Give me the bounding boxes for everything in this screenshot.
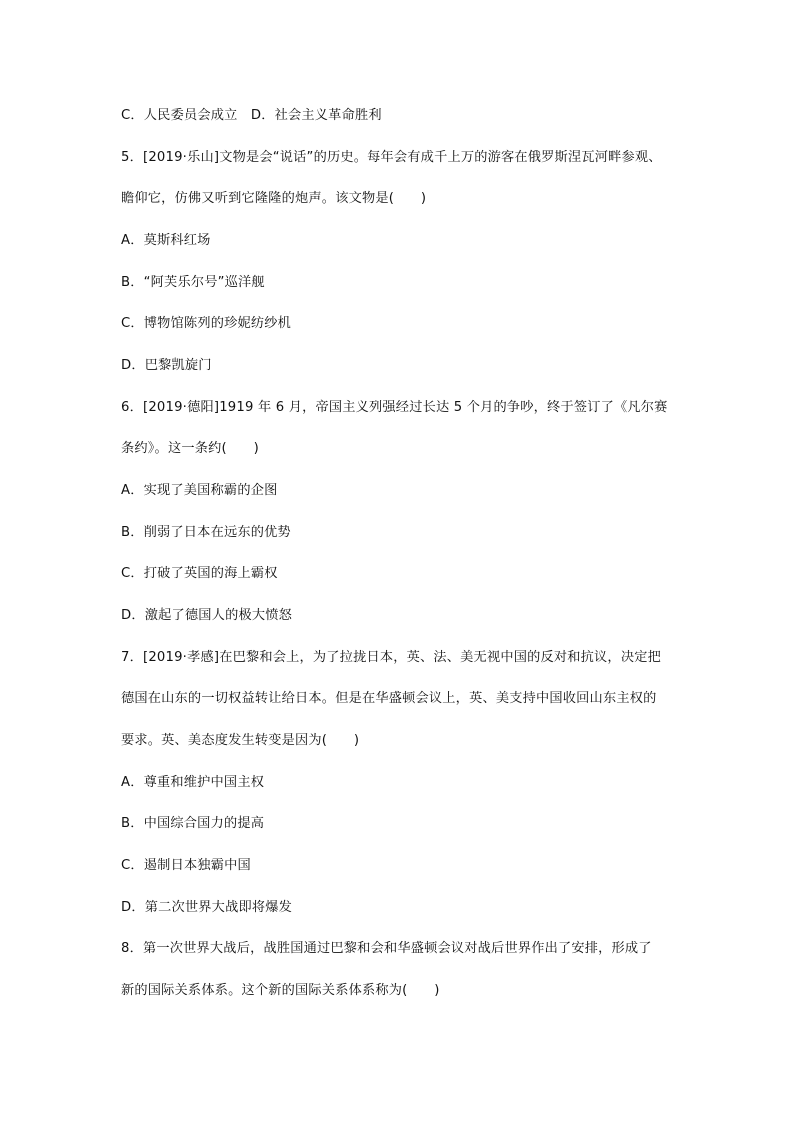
q7-option-c: C．遏制日本独霸中国 [121, 858, 251, 873]
q7-stem-line-1: 7．[2019·孝感]在巴黎和会上，为了拉拢日本，英、法、美无视中国的反对和抗议，决定把 [121, 650, 661, 665]
q7-option-d: D．第二次世界大战即将爆发 [121, 900, 293, 915]
q6-option-d: D．激起了德国人的极大愤怒 [121, 608, 293, 623]
q6-stem-line-1: 6．[2019·德阳]1919 年 6 月，帝国主义列强经过长达 5 个月的争吵，终于签订了《凡尔赛 [121, 400, 668, 415]
q5-stem-line-2: 瞻仰它，仿佛又听到它隆隆的炮声。该文物是( ) [121, 191, 427, 206]
q6-option-a: A．实现了美国称霸的企图 [121, 483, 278, 498]
q4-options-cd: C．人民委员会成立 D．社会主义革命胜利 [121, 108, 382, 123]
q6-option-b: B．削弱了日本在远东的优势 [121, 525, 291, 540]
q5-option-a: A．莫斯科红场 [121, 233, 211, 248]
q6-option-c: C．打破了英国的海上霸权 [121, 566, 278, 581]
q5-stem-line-1: 5．[2019·乐山]文物是会“说话”的历史。每年会有成千上万的游客在俄罗斯涅瓦河畔参观、 [121, 150, 662, 165]
q7-stem-line-2: 德国在山东的一切权益转让给日本。但是在华盛顿会议上，英、美支持中国收回山东主权的 [121, 691, 657, 706]
q8-stem-line-2: 新的国际关系体系。这个新的国际关系体系称为( ) [121, 983, 440, 998]
q7-option-b: B．中国综合国力的提高 [121, 816, 265, 831]
q7-option-a: A．尊重和维护中国主权 [121, 775, 265, 790]
q5-option-d: D．巴黎凯旋门 [121, 358, 212, 373]
q6-stem-line-2: 条约》。这一条约( ) [121, 441, 259, 456]
q5-option-c: C．博物馆陈列的珍妮纺纱机 [121, 316, 292, 331]
q8-stem-line-1: 8．第一次世界大战后，战胜国通过巴黎和会和华盛顿会议对战后世界作出了安排，形成了 [121, 941, 652, 956]
q7-stem-line-3: 要求。英、美态度发生转变是因为( ) [121, 733, 360, 748]
q5-option-b: B．“阿芙乐尔号”巡洋舰 [121, 275, 265, 290]
